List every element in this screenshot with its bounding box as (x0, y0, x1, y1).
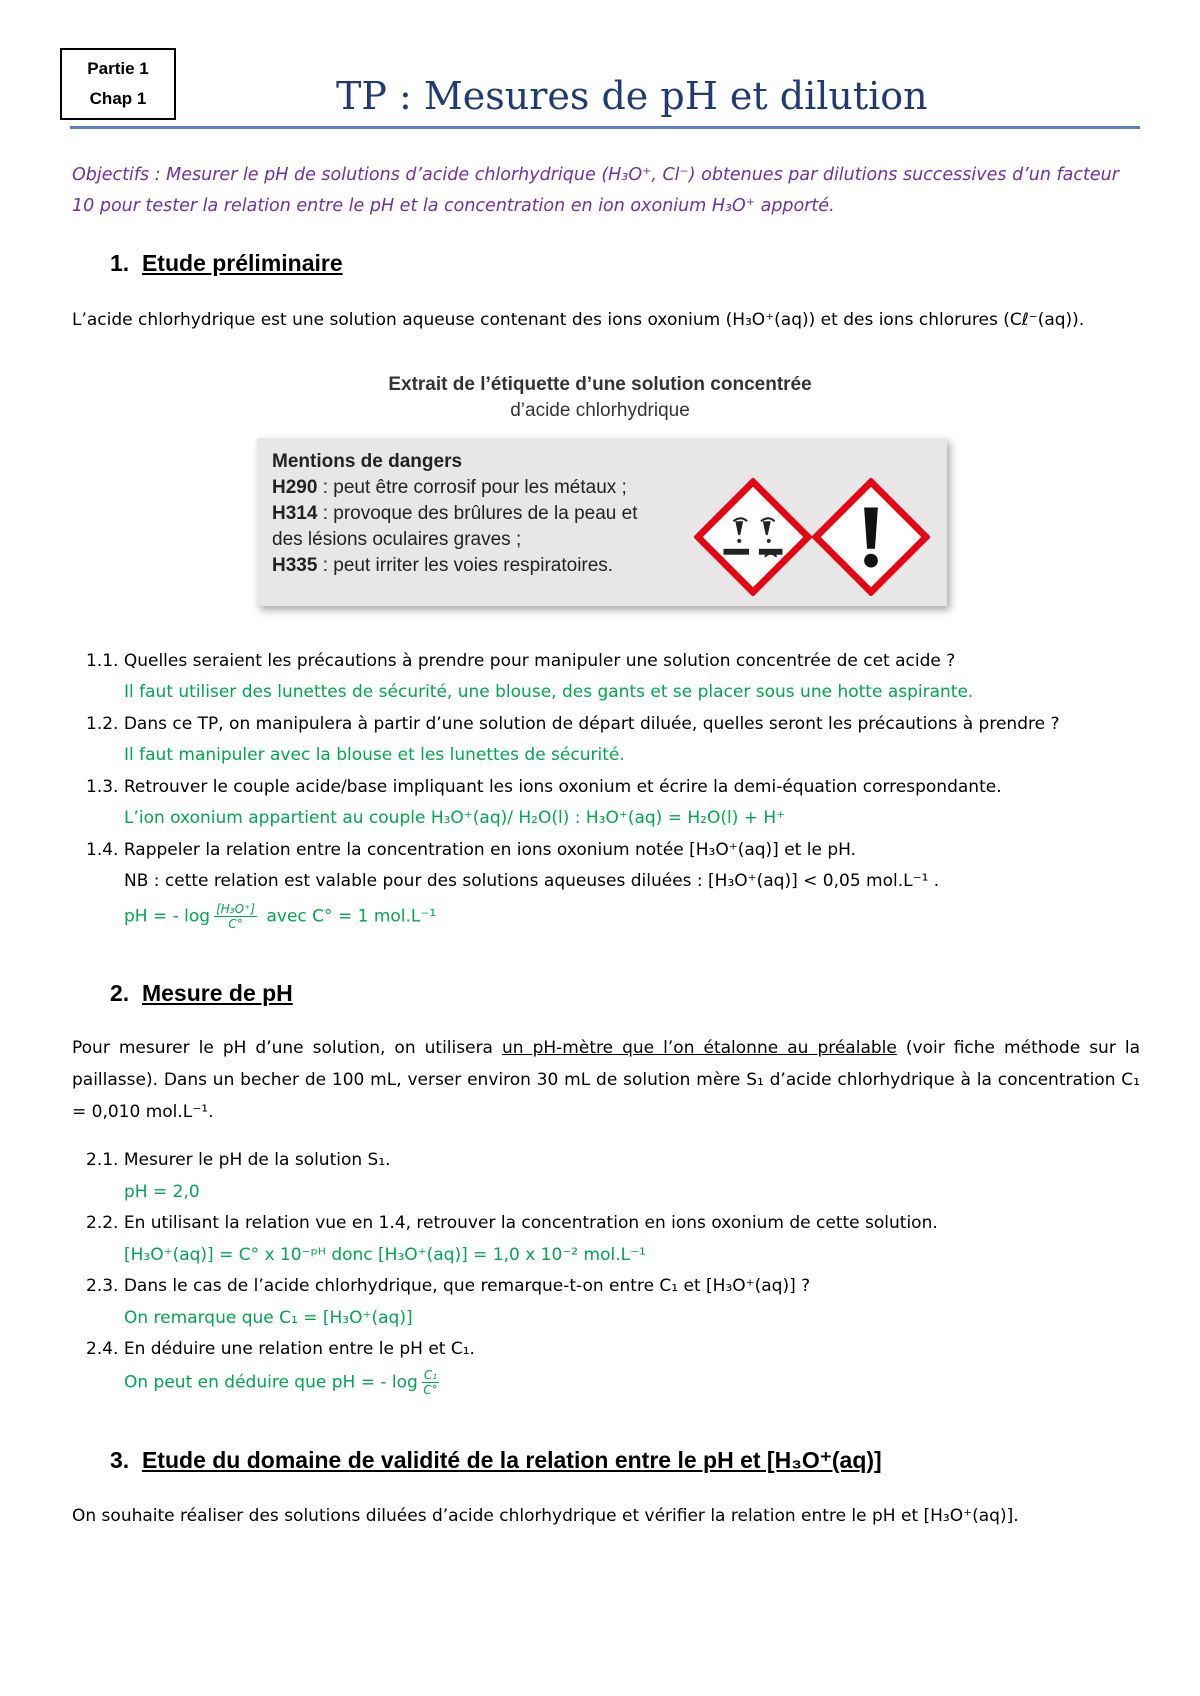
hazard-h335: H335 : peut irriter les voies respiratoires. (272, 555, 614, 576)
title-divider (70, 126, 1140, 129)
answer-2-2: [H₃O⁺(aq)] = C° x 10⁻ᵖᴴ donc [H₃O⁺(aq)] = 1,0 x 10⁻² mol.L⁻¹ (124, 1245, 646, 1265)
label-figure-title-line-2: d’acide chlorhydrique (510, 400, 690, 421)
question-2-2: 2.2. En utilisant la relation vue en 1.4, retrouver la concentration en ions oxonium de cette solution. (86, 1213, 938, 1233)
section-3-number: 3. (110, 1447, 130, 1473)
corrosive-pictogram-icon (694, 478, 812, 596)
question-1-3: 1.3. Retrouver le couple acide/base impliquant les ions oxonium et écrire la demi-équation correspondante. (86, 777, 1002, 797)
label-figure-title (300, 372, 900, 424)
section-2-intro: Pour mesurer le pH d’une solution, on utilisera un pH-mètre que l’on étalonne au préalable (voir fiche méthode sur la paillasse). Dans un becher de 100 mL, verser environ 30 mL de solution mère S₁ d’acide chlorhydrique à la concentration C₁ = 0,010 mol.L⁻¹. (72, 1038, 1140, 1122)
nb-note: NB : cette relation est valable pour des solutions aqueuses diluées : [H₃O⁺(aq)] < 0,05 mol.L⁻¹ . (124, 871, 940, 891)
label-figure-title-line-1: Extrait de l’étiquette d’une solution concentrée (388, 374, 812, 395)
objectifs-line-1: Objectifs : Mesurer le pH de solutions d’acide chlorhydrique (H₃O⁺, Cl⁻) obtenues par dilutions successives d’un facteur (72, 165, 1119, 185)
answer-2-1: pH = 2,0 (124, 1182, 200, 1202)
question-2-1: 2.1. Mesurer le pH de la solution S₁. (86, 1150, 391, 1170)
section-3-title: Etude du domaine de validité de la relation entre le pH et [H₃O⁺(aq)] (141, 1447, 882, 1473)
question-1-1: 1.1. Quelles seraient les précautions à prendre pour manipuler une solution concentrée de cet acide ? (86, 651, 956, 671)
fraction: $\frac{\text{C₁}}{C^\circ}$ (423, 1368, 438, 1397)
question-1-2: 1.2. Dans ce TP, on manipulera à partir d’une solution de départ diluée, quelles seront les précautions à prendre ? (86, 714, 1060, 734)
chapter-box (60, 48, 176, 120)
objectifs (72, 160, 1142, 222)
question-2-3: 2.3. Dans le cas de l’acide chlorhydrique, que remarque-t-on entre C₁ et [H₃O⁺(aq)] ? (86, 1276, 811, 1296)
hazard-heading: Mentions de dangers (272, 451, 463, 472)
page-title: TP : Mesures de pH et dilution (336, 74, 928, 118)
answer-1-3: L’ion oxonium appartient au couple H₃O⁺(aq)/ H₂O(l) : H₃O⁺(aq) = H₂O(l) + H⁺ (124, 808, 786, 828)
question-1-4: 1.4. Rappeler la relation entre la concentration en ions oxonium notée [H₃O⁺(aq)] et le pH. (86, 840, 857, 860)
chap-label: Chap 1 (89, 89, 147, 108)
answer-1-4: pH = - log $\frac{\text{[H₃O⁺]}}{C^\circ}$ avec C° = 1 mol.L⁻¹ (124, 902, 437, 931)
objectifs-line-2: 10 pour tester la relation entre le pH et la concentration en ion oxonium H₃O⁺ apporté. (72, 196, 835, 216)
method-link-text: un pH-mètre que l’on étalonne au préalable (502, 1038, 897, 1058)
question-2-4: 2.4. En déduire une relation entre le pH et C₁. (86, 1339, 475, 1359)
section-2-title: Mesure de pH (141, 980, 293, 1006)
answer-2-4: On peut en déduire que pH = - log $\frac{\text{C₁}}{C^\circ}$ (124, 1368, 438, 1397)
section-1-heading (110, 250, 343, 277)
section-3-intro: On souhaite réaliser des solutions diluées d’acide chlorhydrique et vérifier la relation entre le pH et [H₃O⁺(aq)]. (72, 1506, 1019, 1526)
partie-label: Partie 1 (87, 59, 149, 78)
section-2-heading (110, 980, 293, 1007)
exclamation-pictogram-icon (812, 478, 930, 596)
hazard-statements (272, 449, 637, 579)
hazard-h290: H290 : peut être corrosif pour les métaux ; (272, 477, 627, 498)
section-1-intro: L’acide chlorhydrique est une solution aqueuse contenant des ions oxonium (H₃O⁺(aq)) et des ions chlorures (Cℓ⁻(aq)). (72, 310, 1085, 330)
answer-1-1: Il faut utiliser des lunettes de sécurité, une blouse, des gants et se placer sous une hotte aspirante. (124, 682, 974, 702)
answer-2-3: On remarque que C₁ = [H₃O⁺(aq)] (124, 1308, 413, 1328)
section-1-title: Etude préliminaire (141, 250, 343, 276)
answer-1-2: Il faut manipuler avec la blouse et les lunettes de sécurité. (124, 745, 625, 765)
fraction: $\frac{\text{[H₃O⁺]}}{C^\circ}$ (216, 902, 256, 931)
hazard-h314-cont: des lésions oculaires graves ; (272, 529, 522, 550)
section-2-number: 2. (110, 980, 130, 1006)
hazard-h314: H314 : provoque des brûlures de la peau et (272, 503, 638, 524)
section-3-heading (110, 1447, 882, 1474)
section-1-number: 1. (110, 250, 130, 276)
